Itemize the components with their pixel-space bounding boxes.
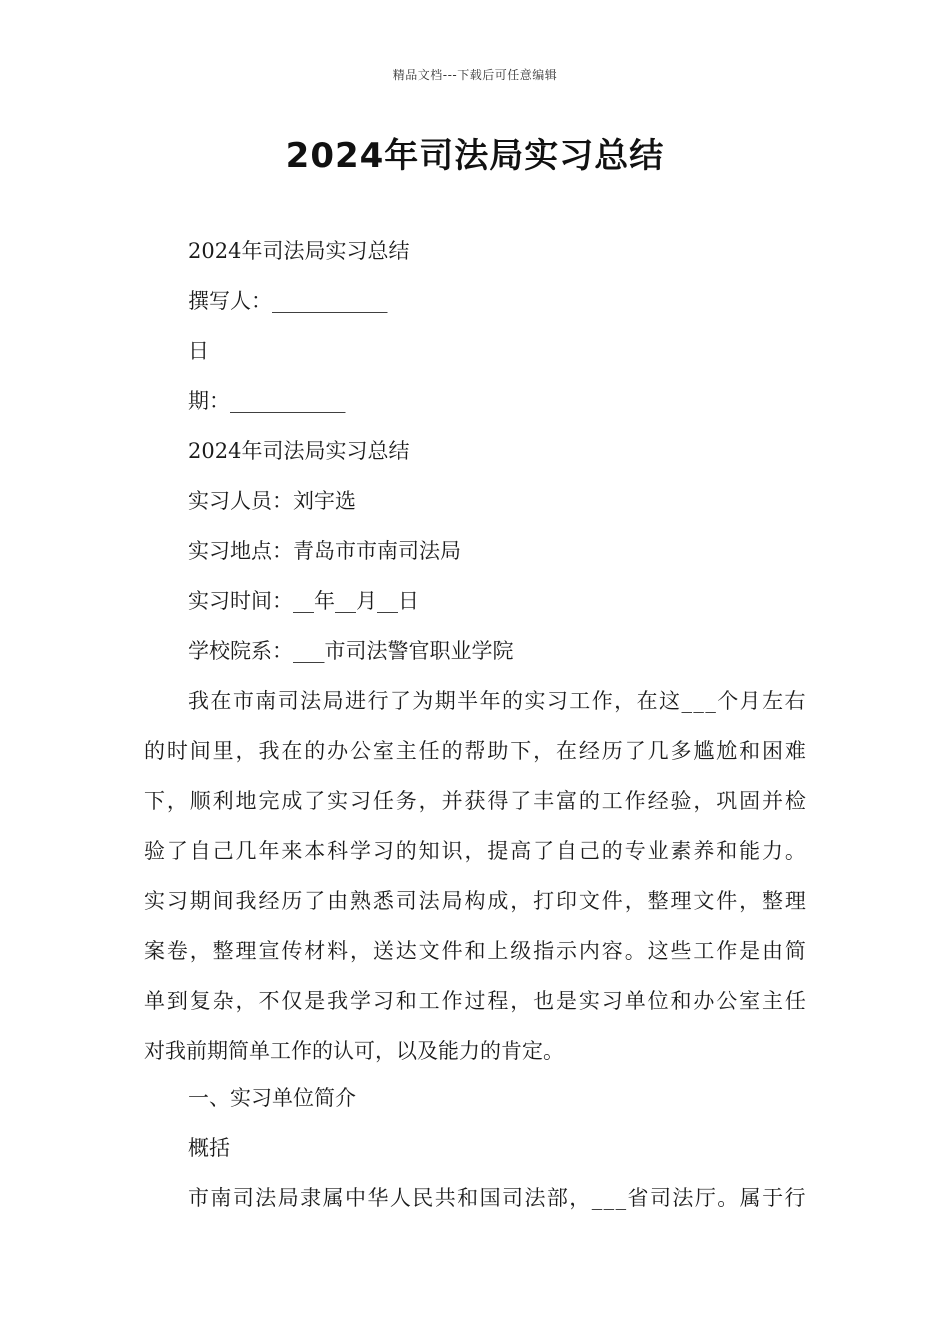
paragraph-line: 案卷，整理宣传材料，送达文件和上级指示内容。这些工作是由简 — [144, 939, 808, 963]
location-line: 实习地点：青岛市市南司法局 — [188, 539, 461, 563]
author-label: 撰写人： — [188, 289, 272, 313]
paragraph-line: 下，顺利地完成了实习任务，并获得了丰富的工作经验，巩固并检 — [144, 789, 808, 813]
subtitle-line: 2024年司法局实习总结 — [188, 239, 410, 263]
paragraph-line: 单到复杂，不仅是我学习和工作过程，也是实习单位和办公室主任 — [144, 989, 808, 1013]
author-blank: ___________ — [272, 289, 388, 313]
summary-label: 概括 — [188, 1136, 230, 1160]
section-heading: 一、实习单位简介 — [188, 1086, 356, 1110]
time-line: 实习时间：__年__月__日 — [188, 589, 419, 613]
school-line: 学校院系：___市司法警官职业学院 — [188, 639, 514, 663]
intern-line: 实习人员：刘宇选 — [188, 489, 356, 513]
date-blank: ___________ — [230, 389, 346, 413]
document-title: 2024年司法局实习总结 — [285, 136, 665, 176]
date-label: 期： — [188, 389, 230, 413]
paragraph-line: 对我前期简单工作的认可，以及能力的肯定。 — [144, 1039, 564, 1063]
paragraph-line: 实习期间我经历了由熟悉司法局构成，打印文件，整理文件，整理 — [144, 889, 808, 913]
author-line — [188, 286, 388, 316]
date-label-line-1: 日 — [188, 339, 209, 363]
paragraph-line: 市南司法局隶属中华人民共和国司法部，___省司法厅。属于行 — [188, 1186, 807, 1210]
paragraph-line: 验了自己几年来本科学习的知识，提高了自己的专业素养和能力。 — [144, 839, 808, 863]
page-header: 精品文档---下载后可任意编辑 — [392, 68, 558, 82]
paragraph-line: 我在市南司法局进行了为期半年的实习工作，在这___个月左右 — [188, 689, 807, 713]
paragraph-line: 的时间里，我在的办公室主任的帮助下，在经历了几多尴尬和困难 — [144, 739, 808, 763]
subtitle-line-2: 2024年司法局实习总结 — [188, 439, 410, 463]
date-line — [188, 386, 346, 416]
